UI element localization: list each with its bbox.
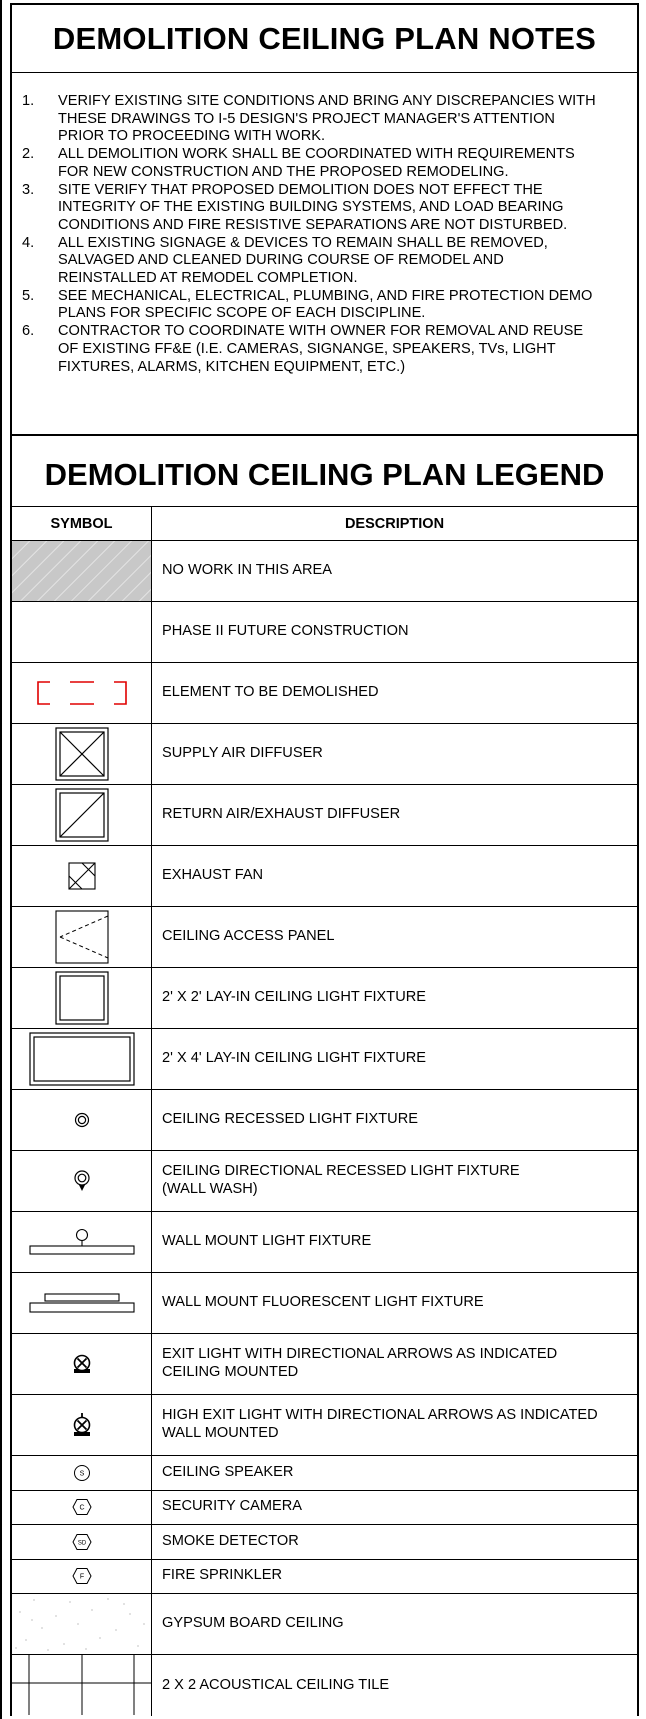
legend-description: 2' X 4' LAY-IN CEILING LIGHT FIXTURE xyxy=(162,1050,427,1067)
legend-row xyxy=(12,663,637,724)
legend-symbol-cell xyxy=(12,785,152,845)
legend-symbol-cell xyxy=(12,1151,152,1211)
legend-symbol-cell xyxy=(12,1560,152,1594)
legend-description: CEILING ACCESS PANEL xyxy=(162,928,335,945)
legend-row xyxy=(12,602,637,663)
note-number: 1. xyxy=(22,93,35,109)
legend-row xyxy=(12,1594,637,1655)
legend-description: FIRE SPRINKLER xyxy=(162,1567,283,1584)
legend-row xyxy=(12,541,637,602)
legend-symbol-cell xyxy=(12,1334,152,1394)
legend-row xyxy=(12,1655,637,1716)
symbol-column-header: SYMBOL xyxy=(12,507,152,540)
notes-list xyxy=(12,73,637,376)
note-item xyxy=(22,288,629,323)
note-text: ALL DEMOLITION WORK SHALL BE COORDINATED WITH REQUIREMENTS FOR NEW CONSTRUCTION AND THE PROPOSED REMODELING. xyxy=(58,146,575,180)
legend-symbol-cell xyxy=(12,907,152,967)
legend-row xyxy=(12,1395,637,1456)
legend-symbol-cell xyxy=(12,1273,152,1333)
legend-symbol-cell xyxy=(12,541,152,601)
legend-header-row xyxy=(12,507,637,541)
ceiling-access-panel-icon xyxy=(55,910,109,964)
wall-mount-light-icon xyxy=(29,1227,135,1257)
sheet-edge xyxy=(0,0,2,1719)
note-number: 5. xyxy=(22,287,35,304)
legend-symbol-cell xyxy=(12,1395,152,1455)
legend-description: SUPPLY AIR DIFFUSER xyxy=(162,745,323,762)
legend-symbol-cell xyxy=(12,1655,152,1716)
note-number: 6. xyxy=(22,323,35,340)
recessed-light-icon xyxy=(74,1112,90,1128)
legend-symbol-cell xyxy=(12,846,152,906)
note-text: SEE MECHANICAL, ELECTRICAL, PLUMBING, AND FIRE PROTECTION DEMO PLANS FOR SPECIFIC SCOPE OF EACH DISCIPLINE. xyxy=(58,287,593,322)
legend-description: CEILING RECESSED LIGHT FIXTURE xyxy=(162,1111,418,1128)
legend-row xyxy=(12,1151,637,1212)
legend-description: 2' X 2' LAY-IN CEILING LIGHT FIXTURE xyxy=(162,989,427,1006)
fire-sprinkler-icon xyxy=(72,1567,92,1585)
exit-light-wall-icon xyxy=(71,1412,93,1438)
legend-symbol-cell xyxy=(12,1491,152,1525)
legend-symbol-cell xyxy=(12,1594,152,1654)
note-text: SITE VERIFY THAT PROPOSED DEMOLITION DOES NOT EFFECT THE INTEGRITY OF THE EXISTING BUILDING SYSTEMS, AND LOAD BEARING CONDITIONS AND FIRE RESISTIVE SEPARATIONS ARE NOT DISTURBED. xyxy=(58,181,568,233)
legend-description: CEILING DIRECTIONAL RECESSED LIGHT FIXTURE (WALL WASH) xyxy=(162,1163,520,1197)
legend-description: EXIT LIGHT WITH DIRECTIONAL ARROWS AS INDICATED CEILING MOUNTED xyxy=(162,1346,558,1380)
legend-description: GYPSUM BOARD CEILING xyxy=(162,1615,344,1632)
legend-symbol-cell xyxy=(12,968,152,1028)
legend-symbol-cell xyxy=(12,663,152,723)
security-camera-icon xyxy=(72,1498,92,1516)
legend-description: WALL MOUNT FLUORESCENT LIGHT FIXTURE xyxy=(162,1294,484,1311)
note-item xyxy=(22,93,629,146)
note-text: CONTRACTOR TO COORDINATE WITH OWNER FOR REMOVAL AND REUSE OF EXISTING FF&E (I.E. CAMERAS, SIGNANGE, SPEAKERS, TVs, LIGHT FIXTURES, ALARMS, KITCHEN EQUIPMENT, ETC.) xyxy=(58,323,584,375)
drawing-sheet xyxy=(10,3,639,1716)
legend-row xyxy=(12,907,637,968)
legend-description: SECURITY CAMERA xyxy=(162,1498,303,1515)
wall-mount-fluorescent-icon xyxy=(29,1291,135,1315)
legend-row xyxy=(12,1334,637,1395)
ceiling-speaker-icon xyxy=(73,1464,91,1482)
legend-description: EXHAUST FAN xyxy=(162,867,264,884)
wall-wash-light-icon xyxy=(73,1169,91,1193)
note-number: 4. xyxy=(22,234,35,251)
notes-title: DEMOLITION CEILING PLAN NOTES xyxy=(12,5,637,73)
smoke-detector-symbol-text: SD xyxy=(77,1540,86,1547)
legend-symbol-cell xyxy=(12,1029,152,1089)
note-item xyxy=(22,146,629,181)
legend-description: HIGH EXIT LIGHT WITH DIRECTIONAL ARROWS AS INDICATED WALL MOUNTED xyxy=(162,1407,598,1441)
legend-row xyxy=(12,1090,637,1151)
note-number: 2. xyxy=(22,146,35,163)
legend-symbol-cell xyxy=(12,1525,152,1559)
exit-light-ceiling-icon xyxy=(71,1353,93,1375)
return-air-diffuser-icon xyxy=(55,788,109,842)
legend-symbol-cell xyxy=(12,1090,152,1150)
legend-symbol-cell xyxy=(12,1212,152,1272)
note-text: ALL EXISTING SIGNAGE & DEVICES TO REMAIN SHALL BE REMOVED, SALVAGED AND CLEANED DURING COURSE OF REMODEL AND REINSTALLED AT REMODEL COMPLETION. xyxy=(58,234,548,287)
gypsum-board-icon xyxy=(12,1594,151,1654)
note-item xyxy=(22,182,629,235)
legend-description: CEILING SPEAKER xyxy=(162,1463,294,1480)
speaker-symbol-text: S xyxy=(79,1470,84,1478)
note-number: 3. xyxy=(22,181,35,198)
legend-row xyxy=(12,968,637,1029)
note-item xyxy=(22,235,629,288)
exhaust-fan-icon xyxy=(68,862,96,890)
camera-symbol-text: C xyxy=(78,1504,85,1512)
legend-description: SMOKE DETECTOR xyxy=(162,1532,299,1549)
legend-row xyxy=(12,1273,637,1334)
hatched-area-icon xyxy=(12,541,151,601)
legend-row xyxy=(12,1456,637,1491)
legend-description: 2 X 2 ACOUSTICAL CEILING TILE xyxy=(162,1676,390,1693)
legend-description: WALL MOUNT LIGHT FIXTURE xyxy=(162,1233,372,1250)
legend-row xyxy=(12,1525,637,1560)
notes-section xyxy=(12,3,637,436)
note-text: VERIFY EXISTING SITE CONDITIONS AND BRING ANY DISCREPANCIES WITH THESE DRAWINGS TO I-5 DESIGN'S PROJECT MANAGER'S ATTENTION PRIOR TO PROCEEDING WITH WORK. xyxy=(58,93,596,145)
supply-air-diffuser-icon xyxy=(55,727,109,781)
legend-symbol-cell xyxy=(12,602,152,662)
sprinkler-symbol-text: F xyxy=(79,1573,84,1581)
legend-description: NO WORK IN THIS AREA xyxy=(162,562,333,579)
legend-description: ELEMENT TO BE DEMOLISHED xyxy=(162,684,379,701)
legend-row xyxy=(12,1029,637,1090)
legend-row xyxy=(12,1491,637,1526)
acoustical-tile-icon xyxy=(12,1655,151,1715)
light-2x4-icon xyxy=(29,1032,135,1086)
legend-symbol-cell xyxy=(12,1456,152,1490)
dashed-red-box-icon xyxy=(36,679,128,707)
note-item xyxy=(22,323,629,376)
smoke-detector-icon xyxy=(72,1533,92,1551)
legend-row xyxy=(12,724,637,785)
legend-row xyxy=(12,846,637,907)
legend-description: RETURN AIR/EXHAUST DIFFUSER xyxy=(162,806,401,823)
light-2x2-icon xyxy=(55,971,109,1025)
legend-description: PHASE II FUTURE CONSTRUCTION xyxy=(162,623,409,640)
legend-section xyxy=(12,438,637,1716)
legend-row xyxy=(12,1560,637,1595)
legend-title: DEMOLITION CEILING PLAN LEGEND xyxy=(12,438,637,507)
legend-row xyxy=(12,1212,637,1273)
description-column-header: DESCRIPTION xyxy=(344,515,445,532)
legend-row xyxy=(12,785,637,846)
legend-symbol-cell xyxy=(12,724,152,784)
